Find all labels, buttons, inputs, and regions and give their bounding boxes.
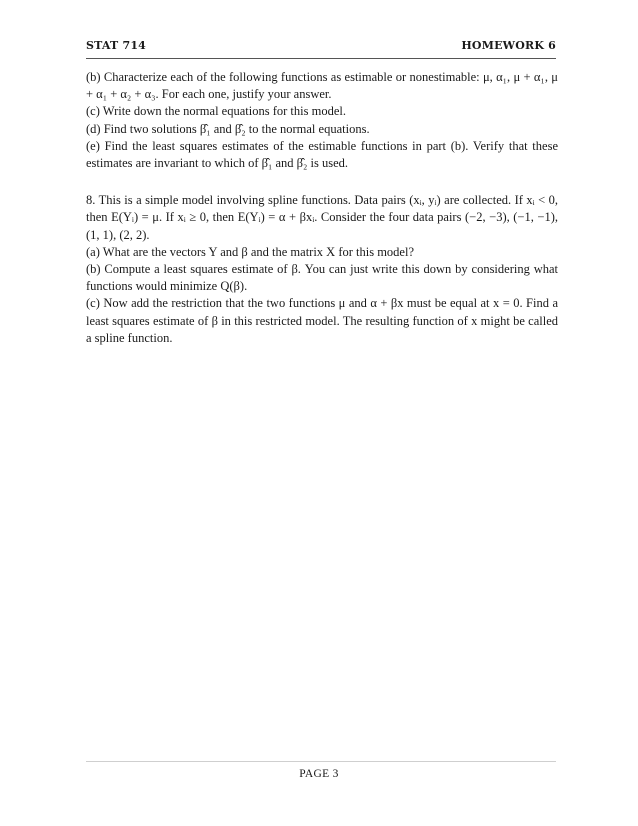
header-rule <box>86 58 556 59</box>
page-number: PAGE 3 <box>299 768 339 780</box>
assignment-title: HOMEWORK 6 <box>461 39 556 52</box>
course-title: STAT 714 <box>86 39 147 52</box>
problem7-part-d: (d) Find two solutions β̂₁ and β̂₂ to the normal equations. <box>86 121 370 136</box>
footer-rule <box>86 761 556 762</box>
problem8-intro: 8. This is a simple model involving spline functions. Data pairs (xᵢ, yᵢ) are collected. If xᵢ < 0, then E(Yᵢ) = μ. If xᵢ ≥ 0, then E(Yᵢ) = α + βxᵢ. Consider the four data pairs (−2, −3), (−1, −1), (1, 1), (2, 2). <box>86 193 558 242</box>
problem7-part-e: (e) Find the least squares estimates of the estimable functions in part (b). Verify that these estimates are invariant to which of β̂₁ and β̂₂ is used. <box>86 138 558 171</box>
page-header <box>86 39 556 55</box>
problem8-part-c: (c) Now add the restriction that the two functions μ and α + βx must be equal at x = 0. Find a least squares estimate of β in this restricted model. The resulting function of x might be called a spline function. <box>86 296 558 345</box>
problem7-part-b: (b) Characterize each of the following functions as estimable or nonestimable: μ, α₁, μ + α₁, μ + α₁ + α₂ + α₃. For each one, justify your answer. <box>86 70 558 102</box>
section-gap <box>86 172 558 192</box>
problem8-part-b: (b) Compute a least squares estimate of β. You can just write this down by considering what functions would minimize Q(β). <box>86 262 558 294</box>
problem8-part-a: (a) What are the vectors Y and β and the matrix X for this model? <box>86 244 415 259</box>
problem7-part-c: (c) Write down the normal equations for this model. <box>86 104 346 119</box>
page-body <box>86 69 558 347</box>
